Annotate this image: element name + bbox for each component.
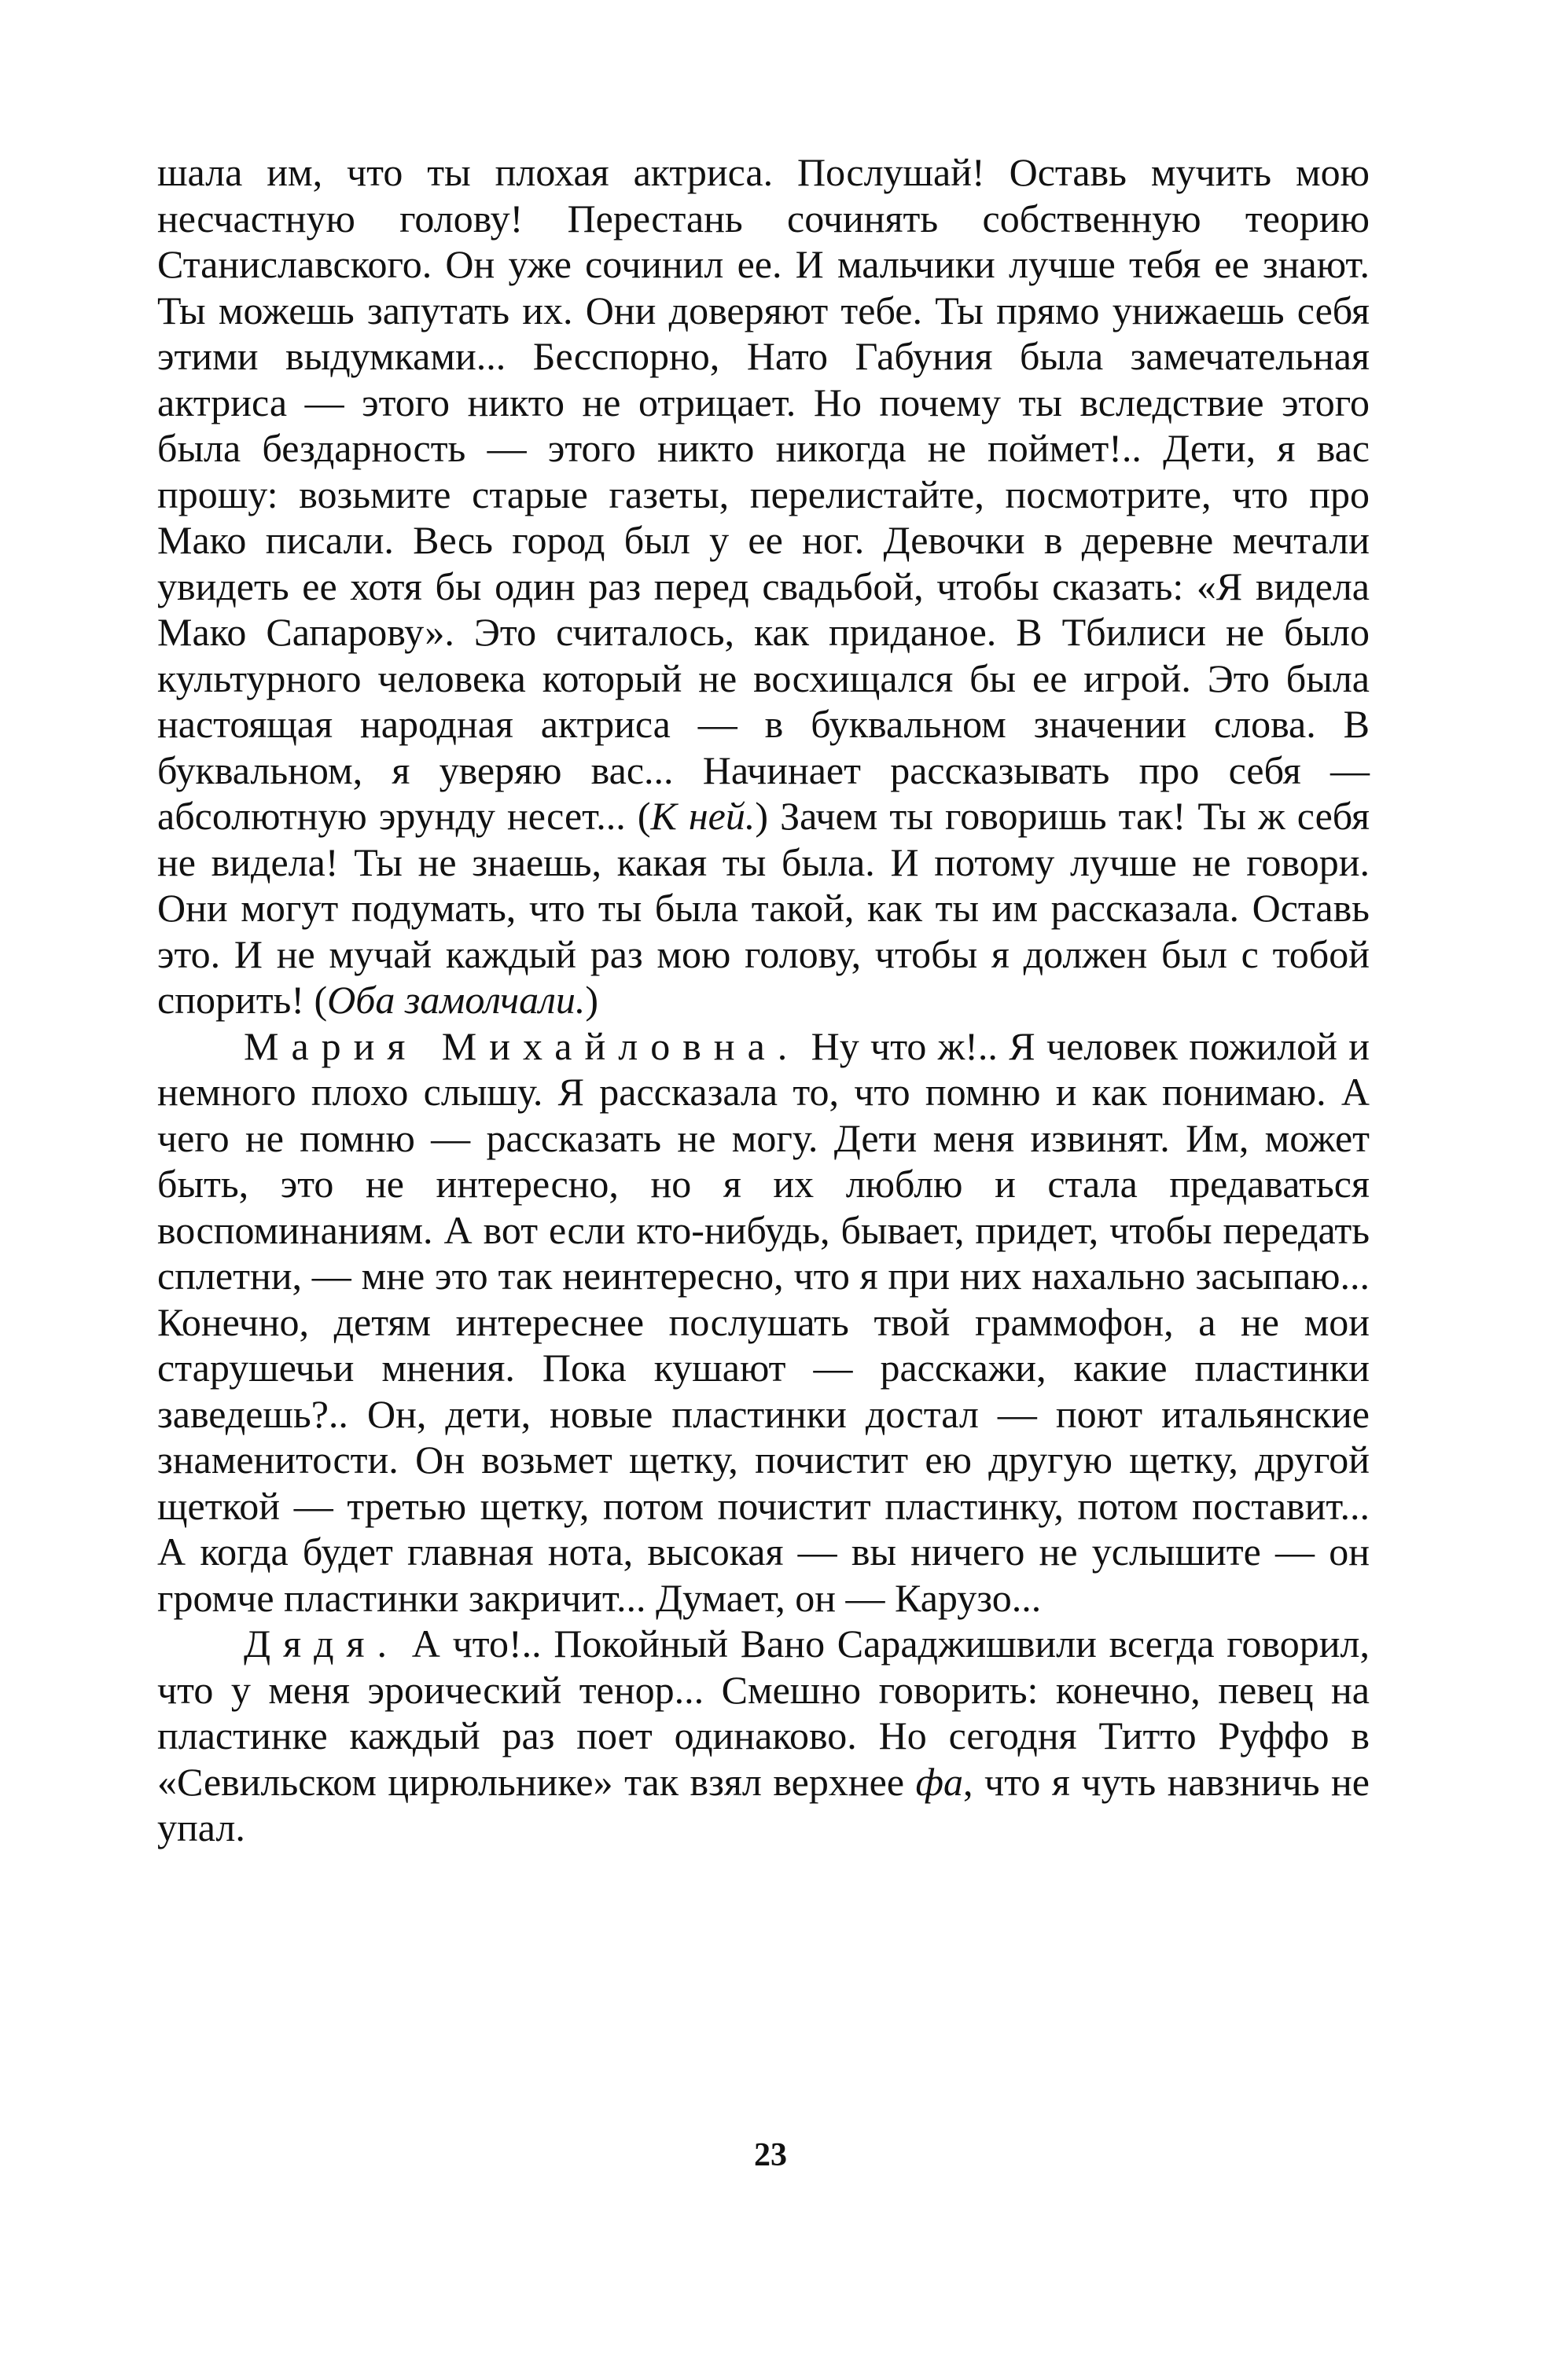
paragraph-continued [157, 149, 1370, 1023]
text-run: шала им, что ты плохая актриса. Послушай! Оставь мучить мою несчастную голову! Перестань сочинять собственную теорию Станиславского. Он уже сочинил ее. И мальчики лучше тебя ее знают. Ты можешь запутать их. Они доверяют тебе. Ты прямо унижаешь себя этими выдумками... Бесспорно, Нато Габуния была замечательная актриса — этого никто не отрицает. Но почему ты вследствие этого была бездарность — этого никто никогда не поймет!.. Дети, я вас прошу: возьмите старые газеты, перелистайте, посмотрите, что про Мако писали. Весь город был у ее ног. Девочки в деревне мечтали увидеть ее хотя бы один раз перед свадьбой, чтобы сказать: «Я видела Мако Сапарову». Это считалось, как приданое. В Тбилиси не было культурного человека который не восхищался бы ее игрой. Это была настоящая народная актриса — в буквальном значении слова. В буквальном, я уверяю вас... Начинает рассказывать про себя — абсолютную эрунду несет... ( [157, 150, 1370, 838]
text-run: А что!.. Покойный Вано Сараджишвили всегда говорил, что у меня эроический тенор... Смешно говорить: конечно, певец на пластинке каждый раз поет одинаково. Но сегодня Титто Руффо в «Севильском цирюльнике» так взял верхнее [157, 1622, 1370, 1804]
dialogue-paragraph [157, 1621, 1370, 1851]
dialogue-paragraph [157, 1023, 1370, 1622]
speaker-name: Дядя. [244, 1622, 400, 1666]
text-run: ) [585, 978, 599, 1022]
speaker-name: Мария Михайловна. [244, 1023, 800, 1068]
stage-direction: Оба замолчали. [327, 978, 586, 1022]
text-run: Ну что ж!.. Я человек пожилой и немного плохо слышу. Я рассказала то, что помню и как понимаю. А чего не помню — рассказать не могу. Дети меня извинят. Им, может быть, это не интересно, но я их люблю и стала предаваться воспоминаниям. А вот если кто-нибудь, бывает, придет, чтобы передать сплетни, — мне это так неинтересно, что я при них нахально засыпаю... Конечно, детям интереснее послушать твой граммофон, а не мои старушечьи мнения. Пока кушают — расскажи, какие пластинки заведешь?.. Он, дети, новые пластинки достал — поют итальянские знаменитости. Он возьмет щетку, почистит ею другую щетку, другой щеткой — третью щетку, потом почистит пластинку, потом поставит... А когда будет главная нота, высокая — вы ничего не услышите — он громче пластинки закричит... Думает, он — Карузо... [157, 1023, 1370, 1620]
italic-note: фа [915, 1759, 964, 1804]
page-number: 23 [754, 2137, 787, 2173]
book-page [157, 149, 1370, 1851]
text-run: ) Зачем ты говоришь так! Ты ж себя не видела! Ты не знаешь, какая ты была. И потому лучше не говори. Они могут подумать, что ты была такой, как ты им рассказала. Оставь это. И не мучай каждый раз мою голову, чтобы я должен был с тобой спорить! ( [157, 794, 1370, 1022]
stage-direction: К ней. [650, 794, 756, 838]
text-run: , что я чуть навзничь не упал. [157, 1759, 1370, 1849]
